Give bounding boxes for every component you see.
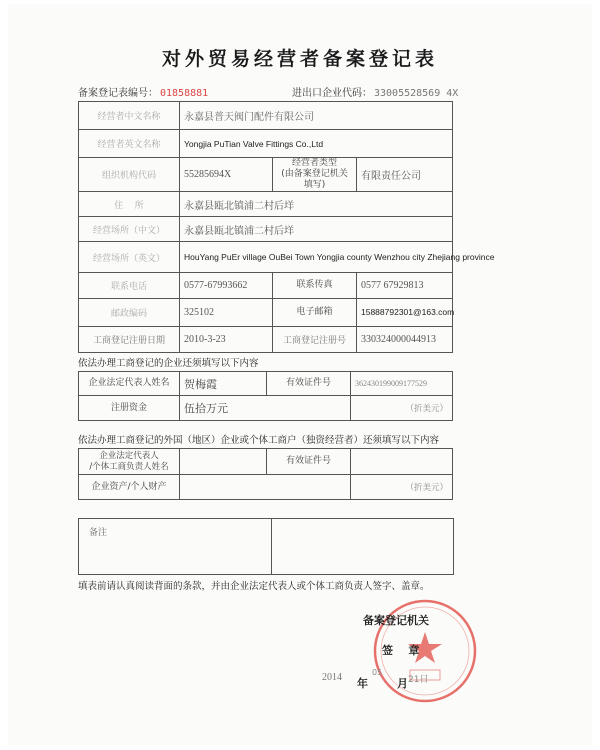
section1-table	[78, 371, 453, 421]
premises-en-value: HouYang PuEr village OuBei Town Yongjia county Wenzhou city Zhejiang province	[180, 242, 453, 273]
ie-code-value: 33005528569 4X	[374, 88, 459, 99]
org-code-value: 55285694X	[180, 158, 273, 192]
footer-note: 填表前请认真阅读背面的条款，并由企业法定代表人或个体工商负责人签字、盖章。	[78, 581, 430, 592]
biz-no-label: 工商登记注册号	[273, 327, 357, 353]
s2-rep-value	[180, 449, 267, 475]
name-cn-label: 经营者中文名称	[79, 102, 180, 130]
table-row	[79, 299, 453, 327]
biz-no-value: 330324000044913	[357, 327, 453, 353]
table-row	[79, 192, 453, 217]
table-row	[79, 327, 453, 353]
fax-label: 联系传真	[273, 273, 357, 299]
remarks-divider	[271, 519, 272, 574]
s2-id-label: 有效证件号	[267, 449, 351, 475]
biz-date-label: 工商登记注册日期	[79, 327, 180, 353]
section2-heading: 依法办理工商登记的外国（地区）企业或个体工商户（独资经营者）还须填写以下内容	[78, 435, 440, 446]
rep-name-value: 贺梅霞	[180, 372, 267, 396]
table-row	[79, 158, 453, 192]
name-cn-value: 永嘉县普天阀门配件有限公司	[180, 102, 453, 130]
ie-code-label: 进出口企业代码：	[292, 88, 372, 99]
date-year: 2014	[322, 672, 342, 683]
biz-date-value: 2010-3-23	[180, 327, 273, 353]
fax-value: 0577 67929813	[357, 273, 453, 299]
table-row	[79, 396, 453, 421]
capital-label: 注册资金	[79, 396, 180, 421]
name-en-label: 经营者英文名称	[79, 130, 180, 158]
table-row	[79, 217, 453, 242]
date-year-char: 年	[357, 677, 368, 690]
section1-heading: 依法办理工商登记的企业还须填写以下内容	[78, 358, 259, 369]
postcode-label: 邮政编码	[79, 299, 180, 327]
premises-en-label: 经营场所（英文）	[79, 242, 180, 273]
reg-no-value: 01858881	[160, 88, 209, 99]
document-title: 对外贸易经营者备案登记表	[161, 48, 438, 70]
remarks-box	[78, 518, 454, 575]
registration-table	[78, 101, 495, 353]
id-no-label: 有效证件号	[267, 372, 351, 396]
table-row	[79, 475, 453, 500]
email-value: 15888792301@163.com	[357, 299, 453, 327]
org-code-label: 组织机构代码	[79, 158, 180, 192]
premises-cn-label: 经营场所（中文）	[79, 217, 180, 242]
authority-label: 备案登记机关	[363, 614, 429, 627]
ie-code-field	[292, 84, 458, 99]
phone-label: 联系电话	[79, 273, 180, 299]
address-label: 住 所	[79, 192, 180, 217]
phone-value: 0577-67993662	[180, 273, 273, 299]
address-value: 永嘉县瓯北镇浦二村后垟	[180, 192, 453, 217]
assets-unit: （折美元）	[351, 475, 453, 500]
date-month-char: 月	[397, 677, 408, 690]
reg-no-field	[78, 84, 208, 99]
reg-no-label: 备案登记表编号：	[78, 88, 158, 99]
assets-value	[180, 475, 351, 500]
table-row	[79, 102, 453, 130]
section2-table	[78, 448, 453, 500]
postcode-value: 325102	[180, 299, 273, 327]
capital-value: 伍拾万元	[180, 396, 351, 421]
table-row	[79, 242, 453, 273]
date-day: 21日	[408, 675, 429, 685]
id-no-value: 362430199009177529	[351, 372, 453, 396]
table-row	[79, 449, 453, 475]
table-row	[79, 372, 453, 396]
table-row	[79, 273, 453, 299]
table-row	[79, 130, 453, 158]
capital-unit: （折美元）	[351, 396, 453, 421]
s2-rep-label: 企业法定代表人 /个体工商负责人姓名	[79, 449, 180, 475]
op-type-label: 经营者类型 (由备案登记机关填写)	[273, 158, 357, 192]
sign-label: 签 章	[382, 644, 420, 657]
op-type-value: 有限责任公司	[357, 158, 453, 192]
premises-cn-value: 永嘉县瓯北镇浦二村后垟	[180, 217, 453, 242]
s2-id-value	[351, 449, 453, 475]
email-label: 电子邮箱	[273, 299, 357, 327]
date-month: 05	[372, 668, 383, 677]
assets-label: 企业资产/个人财产	[79, 475, 180, 500]
name-en-value: Yongjia PuTian Valve Fittings Co.,Ltd	[180, 130, 453, 158]
remarks-label: 备注	[89, 528, 108, 538]
rep-name-label: 企业法定代表人姓名	[79, 372, 180, 396]
